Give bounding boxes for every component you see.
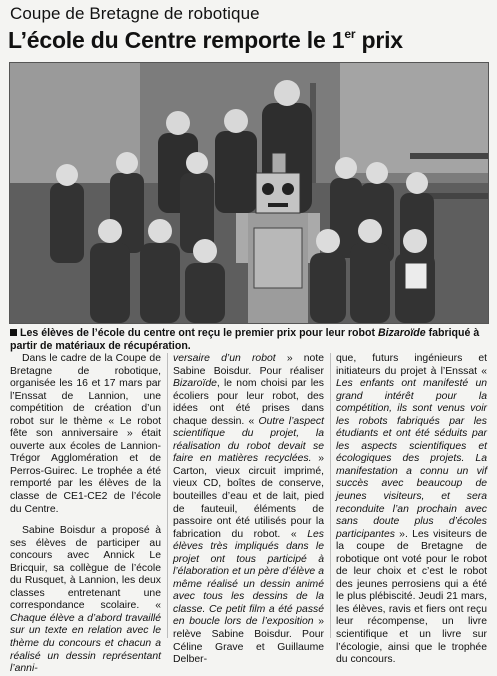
headline-sup: er bbox=[344, 27, 356, 41]
article-body bbox=[10, 353, 490, 675]
caption-tail: fabriqué à partir de matériaux de récupération. bbox=[10, 327, 480, 352]
col3-paragraph-1 bbox=[336, 353, 487, 667]
col3-text-a: que, futurs ingénieurs et initiateurs du projet à l’Enssat « bbox=[336, 353, 487, 377]
col1-p2-text: Sabine Boisdur a proposé à ses élèves de participer au concours avec Annick Le Bricquir, sa collègue de l’école du Rusquet, à Lannion, les deux classes entretenant une correspondance scolaire. « bbox=[10, 525, 161, 612]
col2-quote-a: versaire d’un robot bbox=[173, 353, 276, 364]
col2-text-b: » note Sabine Boisdur. Pour réaliser bbox=[173, 353, 324, 377]
article-column-2 bbox=[173, 353, 324, 667]
caption-robot-name: Bizaroïde bbox=[377, 327, 426, 339]
article-column-1 bbox=[10, 353, 161, 676]
headline-main: L’école du Centre remporte le 1 bbox=[8, 27, 345, 53]
headline-tail: prix bbox=[355, 27, 403, 53]
caption-square-icon bbox=[10, 329, 17, 336]
col2-robot-name: Bizaroïde bbox=[173, 378, 217, 390]
col2-quote-e: Outre l’aspect scientifique du projet, la réalisation du robot devait se faire en matières recyclées. bbox=[173, 415, 324, 465]
kicker: Coupe de Bretagne de robotique bbox=[10, 4, 260, 23]
group-photo bbox=[9, 62, 489, 324]
group-photo-illustration bbox=[10, 63, 488, 323]
col1-paragraph-1: Dans le cadre de la Coupe de Bretagne de robotique, organisée les 16 et 17 mars par l’Enssat de Lannion, une compétition de création d’un robot sur le thème « Le robot fête son anniversaire » était ouverte aux écoles de Lannion-Trégor Agglomération et de Perros-Guirec. Le trophée a été remporté par les élèves de la classe de CE1-CE2 de l’école du Centre. bbox=[10, 353, 161, 515]
col2-quote-g: Les élèves très impliqués dans le projet ont tous participé à l’élaboration et un père d’élève a même réalisé un dessin animé avec tous les dessins de la classe. Ce petit film a été passé en boucle lors de l’exposition bbox=[173, 528, 324, 628]
photo-caption bbox=[10, 327, 490, 352]
col2-text-h: » relève Sabine Boisdur. Pour Céline Grave et Guillaume Delber- bbox=[173, 616, 324, 666]
article-column-3 bbox=[336, 353, 487, 667]
col1-paragraph-2 bbox=[10, 525, 161, 676]
col3-quote-b: Les enfants ont manifesté un grand intérêt pour la compétition, ils sont venus voir les robots fabriqués par les étudiants et ont été séduits par les aspects scientifiques et écologiques des projets. La manifestation a connu un vif succès avec beaucoup de jeunes visiteurs, et sera reconduite l’an prochain avec sans doute plus d’écoles participantes bbox=[336, 378, 487, 540]
col1-p2-quote: Chaque élève a d’abord travaillé sur un texte en relation avec le thème du concours et chacun a réalisé un dessin représentant l’anni- bbox=[10, 612, 161, 675]
col2-text-d: , le nom choisi par les écoliers pour leur robot, des idées ont été prises dans chaque dessin. « bbox=[173, 378, 324, 427]
headline bbox=[8, 26, 403, 54]
col2-paragraph-1 bbox=[173, 353, 324, 667]
col3-text-c: ». Les visiteurs de la coupe de Bretagne de robotique ont voté pour le robot de leur choix et c’est le robot des jeunes perrosiens qui a été le plus plébiscité. Jeudi 21 mars, les élèves, ravis et fiers ont reçu leur récompense, un livre scientifique et un livre sur l’écologie, ainsi que le trophée du concours. bbox=[336, 528, 487, 666]
caption-lead: Les élèves de l’école du centre ont reçu le premier prix pour leur robot bbox=[20, 327, 378, 339]
col2-text-f: » Carton, vieux circuit imprimé, vieux CD, boîtes de conserve, bouteilles d’eau et de lait, pied de fauteuil, éléments de passoire ont été utilisés pour la fabrication du robot. « bbox=[173, 453, 325, 540]
